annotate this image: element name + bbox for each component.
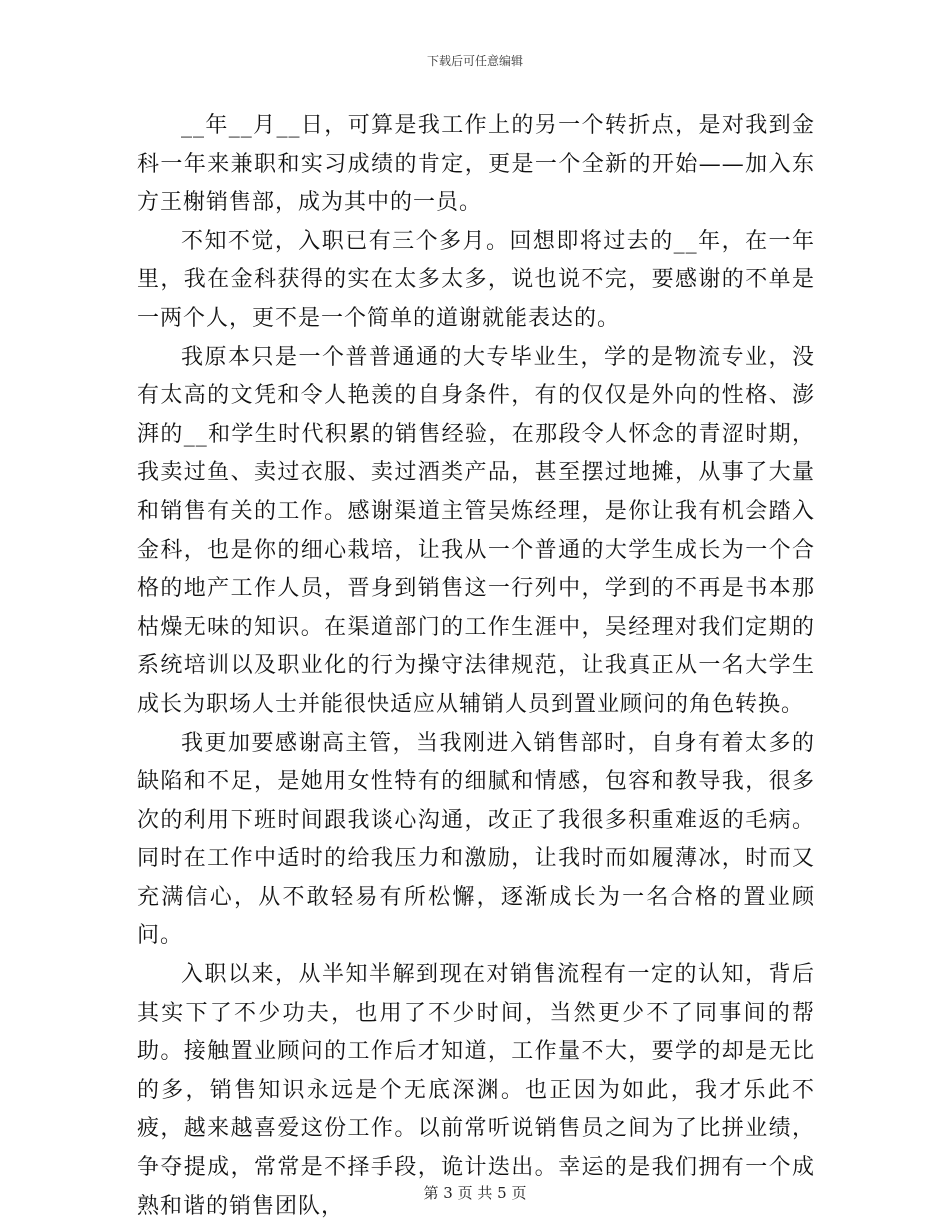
document-body — [137, 107, 815, 1226]
page-number-footer: 第 3 页 共 5 页 — [423, 1184, 527, 1202]
paragraph-3: 我原本只是一个普普通通的大专毕业生，学的是物流专业，没有太高的文凭和令人艳羡的自身条件，有的仅仅是外向的性格、澎湃的__和学生时代积累的销售经验，在那段令人怀念的青涩时期，我卖过鱼、卖过衣服、卖过酒类产品，甚至摆过地摊，从事了大量和销售有关的工作。感谢渠道主管吴炼经理，是你让我有机会踏入金科，也是你的细心栽培，让我从一个普通的大学生成长为一个合格的地产工作人员，晋身到销售这一行列中，学到的不再是书本那枯燥无味的知识。在渠道部门的工作生涯中，吴经理对我们定期的系统培训以及职业化的行为操守法律规范，让我真正从一名大学生成长为职场人士并能很快适应从辅销人员到置业顾问的角色转换。 — [137, 344, 815, 717]
paragraph-2: 不知不觉，入职已有三个多月。回想即将过去的__年，在一年里，我在金科获得的实在太多太多，说也说不完，要感谢的不单是一两个人，更不是一个简单的道谢就能表达的。 — [137, 228, 815, 331]
paragraph-1: __年__月__日，可算是我工作上的另一个转折点，是对我到金科一年来兼职和实习成绩的肯定，更是一个全新的开始——加入东方王榭销售部，成为其中的一员。 — [137, 113, 815, 216]
paragraph-5: 入职以来，从半知半解到现在对销售流程有一定的认知，背后其实下了不少功夫，也用了不少时间，当然更少不了同事间的帮助。接触置业顾问的工作后才知道，工作量不大，要学的却是无比的多，销售知识永远是个无底深渊。也正因为如此，我才乐此不疲，越来越喜爱这份工作。以前常听说销售员之间为了比拼业绩，争夺提成，常常是不择手段，诡计迭出。幸运的是我们拥有一个成熟和谐的销售团队， — [137, 962, 815, 1219]
paragraph-4: 我更加要感谢高主管，当我刚进入销售部时，自身有着太多的缺陷和不足，是她用女性特有的细腻和情感，包容和教导我，很多次的利用下班时间跟我谈心沟通，改正了我很多积重难返的毛病。同时在工作中适时的给我压力和激励，让我时而如履薄冰，时而又充满信心，从不敢轻易有所松懈，逐渐成长为一名合格的置业顾问。 — [137, 730, 815, 949]
page-header-note: 下载后可任意编辑 — [426, 54, 523, 68]
